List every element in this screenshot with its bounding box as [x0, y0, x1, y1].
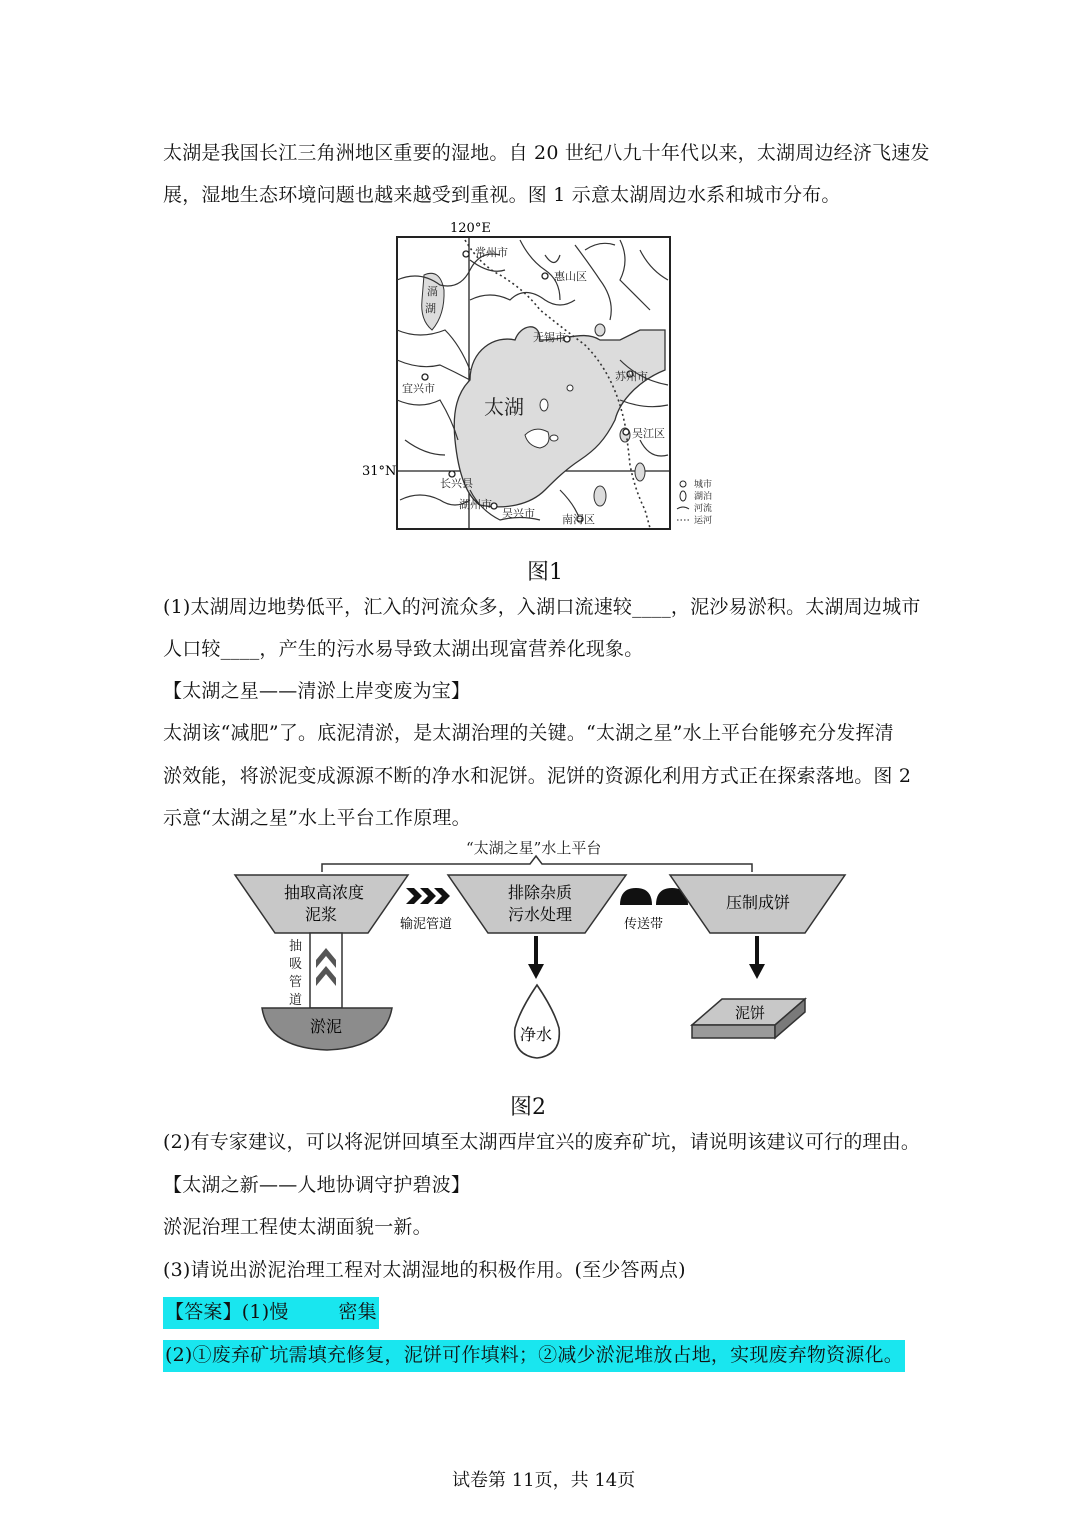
section1-line-3: 示意“太湖之星”水上平台工作原理。 — [163, 807, 471, 829]
figure2-caption: 图2 — [510, 1095, 546, 1120]
box1-line2: 泥浆 — [305, 905, 338, 924]
svg-text:湖泊: 湖泊 — [694, 492, 713, 502]
city-label: 苏州市 — [615, 370, 648, 383]
lake-label: 太湖 — [484, 395, 524, 419]
city-label: 常州市 — [475, 246, 508, 259]
city-label: 湖州市 — [459, 498, 492, 511]
section1-line-2: 淤效能，将淤泥变成源源不断的净水和泥饼。泥饼的资源化利用方式正在探索落地。图 2 — [163, 765, 912, 787]
ge-lake-label: 湖 — [425, 302, 436, 315]
lat-label: 31°N — [362, 464, 397, 479]
answer-line-1 — [163, 1300, 379, 1324]
small-lake — [594, 486, 606, 506]
answer-highlight-2: (2)①废弃矿坑需填充修复，泥饼可作填料；②减少淤泥堆放占地，实现废弃物资源化。 — [163, 1340, 905, 1372]
ge-lake-label: 滆 — [427, 285, 438, 298]
answer-line-2 — [163, 1343, 905, 1367]
box2-line1: 排除杂质 — [508, 883, 573, 902]
section2-line-1: 淤泥治理工程使太湖面貌一新。 — [163, 1216, 432, 1238]
q3-text: (3)请说出淤泥治理工程对太湖湿地的积极作用。(至少答两点) — [163, 1259, 686, 1281]
city-label: 吴江区 — [632, 427, 665, 440]
svg-text:运河: 运河 — [694, 516, 713, 526]
q1-line-1: (1)太湖周边地势低平，汇入的河流众多，入湖口流速较____，泥沙易淤积。太湖周边城市 — [163, 596, 921, 618]
city-label: 惠山区 — [554, 270, 587, 283]
q2-text: (2)有专家建议，可以将泥饼回填至太湖西岸宜兴的废弃矿坑，请说明该建议可行的理由。 — [163, 1131, 921, 1153]
figure1-map — [355, 214, 725, 534]
cake-label: 泥饼 — [735, 1004, 766, 1022]
page-footer: 试卷第 11页，共 14页 — [452, 1470, 636, 1491]
suction-char: 管 — [289, 975, 303, 990]
intro-line-2: 展，湿地生态环境问题也越来越受到重视。图 1 示意太湖周边水系和城市分布。 — [163, 184, 841, 206]
section1-line-1: 太湖该“减肥”了。底泥清淤，是太湖治理的关键。“太湖之星”水上平台能够充分发挥清 — [163, 722, 894, 744]
suction-char: 抽 — [289, 939, 303, 954]
water-drop — [515, 985, 560, 1058]
city-label: 吴兴市 — [502, 507, 535, 520]
section1-heading: 【太湖之星——清淤上岸变废为宝】 — [163, 680, 471, 702]
pipe-label: 输泥管道 — [400, 917, 453, 932]
lon-label: 120°E — [450, 221, 491, 236]
svg-text:城市: 城市 — [694, 480, 713, 490]
suction-char: 道 — [289, 993, 303, 1008]
legend — [677, 478, 712, 526]
box2-line2: 污水处理 — [508, 905, 573, 924]
city-label: 南浔区 — [562, 513, 595, 526]
box3-label: 压制成饼 — [726, 893, 791, 912]
water-label: 净水 — [520, 1025, 553, 1044]
platform-brace — [322, 856, 752, 872]
intro-line-1: 太湖是我国长江三角洲地区重要的湿地。自 20 世纪八九十年代以来，太湖周边经济飞速发 — [163, 142, 930, 164]
city-label: 长兴县 — [440, 477, 473, 490]
box1-line1: 抽取高浓度 — [284, 883, 365, 902]
section2-heading: 【太湖之新——人地协调守护碧波】 — [163, 1174, 471, 1196]
svg-text:河流: 河流 — [694, 504, 713, 514]
figure1-caption: 图1 — [527, 560, 563, 585]
suction-char: 吸 — [289, 957, 303, 972]
conveyor-belt — [620, 888, 688, 905]
city-label: 无锡市 — [533, 331, 566, 344]
answer-highlight-1: 【答案】(1)慢 密集 — [163, 1297, 379, 1329]
sludge-label: 淤泥 — [310, 1017, 343, 1036]
figure2-diagram — [225, 830, 855, 1070]
platform-label: “太湖之星”水上平台 — [466, 839, 602, 857]
q1-line-2: 人口较____，产生的污水易导致太湖出现富营养化现象。 — [163, 638, 644, 660]
belt-label: 传送带 — [624, 917, 664, 932]
city-label: 宜兴市 — [402, 382, 435, 395]
